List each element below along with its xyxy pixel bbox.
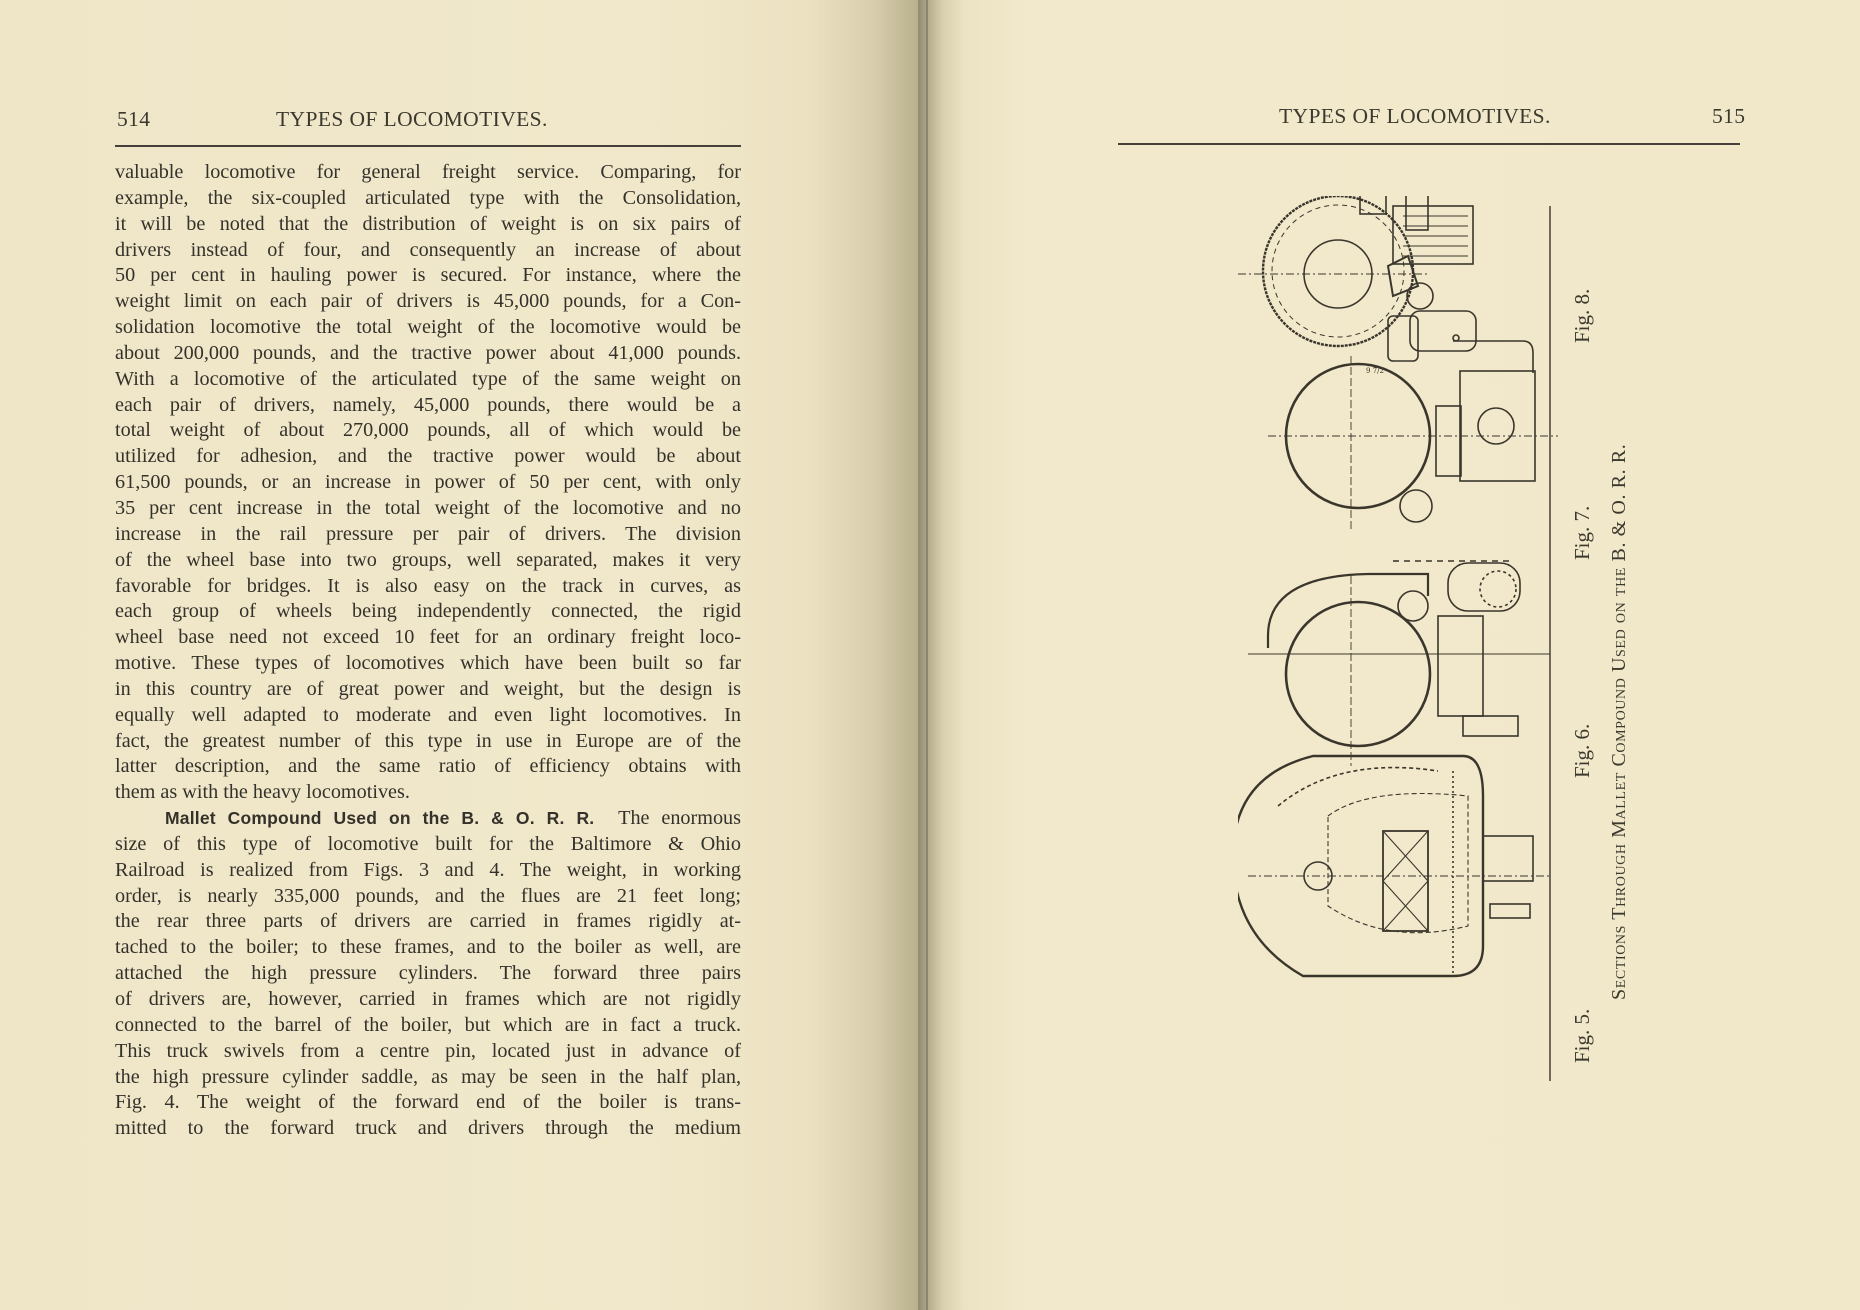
svg-text:9 7/2: 9 7/2 [1366, 367, 1384, 375]
fig-8-label: Fig. 8. [1570, 288, 1594, 343]
text-line: tached to the boiler; to these frames, and to the boiler as well, are [115, 936, 741, 959]
text-line: latter description, and the same ratio of efficiency obtains with [115, 755, 741, 778]
left-page [0, 0, 918, 1310]
section-heading: Mallet Compound Used on the B. & O. R. R. [165, 808, 595, 829]
text-line: 61,500 pounds, or an increase in power of 50 per cent, with only [115, 471, 741, 494]
fig-8-drawing [1238, 196, 1476, 361]
text-line: attached the high pressure cylinders. The forward three pairs [115, 962, 741, 985]
header-rule-left [115, 145, 741, 147]
text-line: it will be noted that the distribution of weight is on six pairs of [115, 212, 741, 235]
header-rule-right [1118, 143, 1740, 145]
text-line: weight limit on each pair of drivers is 45,000 pounds, for a Con- [115, 290, 741, 313]
figure-title: Sections Through Mallet Compound Used on the B. & O. R. R. [1608, 443, 1630, 1000]
fig-6-label: Fig. 6. [1570, 723, 1594, 778]
text-line: of drivers are, however, carried in frames which are not rigidly [115, 988, 741, 1010]
text-line: 35 per cent increase in the total weight of the locomotive and no [115, 496, 741, 519]
text-line: With a locomotive of the articulated type of the same weight on [115, 367, 741, 390]
fig-5-drawing [1238, 756, 1550, 976]
text-line: favorable for bridges. It is also easy on the track in curves, as [115, 574, 741, 597]
text-line: equally well adapted to moderate and even light locomotives. In [115, 703, 741, 726]
text-line: total weight of about 270,000 pounds, all of which would be [115, 419, 741, 442]
text-line: 50 per cent in hauling power is secured. For instance, where the [115, 264, 741, 287]
text-line: the high pressure cylinder saddle, as may be seen in the half plan, [115, 1065, 741, 1088]
text-line: Fig. 4. The weight of the forward end of the boiler is trans- [115, 1091, 741, 1114]
fig-7-label: Fig. 7. [1570, 505, 1594, 560]
page-number-right: 515 [1712, 104, 1746, 128]
section-first-line: The enormous [618, 807, 741, 830]
text-line: drivers instead of four, and consequently an increase of about [115, 238, 741, 261]
book-gutter [926, 0, 928, 1310]
text-line: utilized for adhesion, and the tractive power would be about [115, 445, 741, 468]
paragraph-continued [115, 160, 741, 806]
text-line: the rear three parts of drivers are carried in frames rigidly at- [115, 910, 741, 933]
text-line: them as with the heavy locomotives. [115, 781, 410, 804]
text-line: each pair of drivers, namely, 45,000 pounds, there would be a [115, 393, 741, 416]
text-line: increase in the rail pressure per pair of drivers. The division [115, 522, 741, 545]
fig-5-label: Fig. 5. [1570, 1008, 1594, 1063]
text-line: motive. These types of locomotives which have been built so far [115, 652, 741, 675]
text-line: in this country are of great power and weight, but the design is [115, 677, 741, 700]
text-line: connected to the barrel of the boiler, but which are in fact a truck. [115, 1013, 741, 1036]
text-line: fact, the greatest number of this type in use in Europe are of the [115, 729, 741, 752]
text-line: of the wheel base into two groups, well separated, makes it very [115, 548, 741, 571]
text-line: This truck swivels from a centre pin, located just in advance of [115, 1039, 741, 1062]
text-line: valuable locomotive for general freight service. Comparing, for [115, 161, 741, 183]
fig-6-drawing [1248, 563, 1550, 766]
running-title-left: TYPES OF LOCOMOTIVES. [276, 107, 548, 131]
text-line: solidation locomotive the total weight of the locomotive would be [115, 316, 741, 339]
body-text [115, 160, 741, 1142]
text-line: wheel base need not exceed 10 feet for an ordinary freight loco- [115, 626, 741, 649]
fig-7-drawing [1268, 341, 1558, 561]
text-line: Railroad is realized from Figs. 3 and 4. The weight, in working [115, 858, 741, 881]
section-heading-line [115, 806, 741, 832]
paragraph-mallet [115, 832, 741, 1142]
text-line: about 200,000 pounds, and the tractive power about 41,000 pounds. [115, 341, 741, 364]
text-line: mitted to the forward truck and drivers through the medium [115, 1117, 741, 1140]
text-line: order, is nearly 335,000 pounds, and the flues are 21 feet long; [115, 884, 741, 907]
running-title-right: TYPES OF LOCOMOTIVES. [1279, 104, 1551, 128]
locomotive-sections-figure [1238, 196, 1568, 1081]
text-line: example, the six-coupled articulated type with the Consolidation, [115, 186, 741, 209]
text-line: size of this type of locomotive built for the Baltimore & Ohio [115, 832, 741, 855]
text-line: each group of wheels being independently connected, the rigid [115, 600, 741, 623]
page-number-left: 514 [117, 107, 151, 131]
